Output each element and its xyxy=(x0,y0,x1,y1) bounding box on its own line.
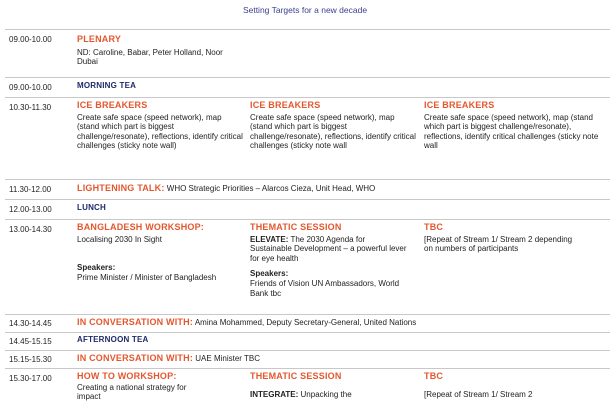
col-heading: THEMATIC SESSION xyxy=(250,371,342,381)
col-heading: THEMATIC SESSION xyxy=(250,222,342,232)
col-lead: ELEVATE: xyxy=(250,234,289,244)
row-text: ND: Caroline, Babar, Peter Holland, Noor Dubai xyxy=(77,47,223,67)
agenda-row-conversation-2 xyxy=(5,350,610,368)
row-text: WHO Strategic Priorities – Alarcos Cieza, Unit Head, WHO xyxy=(166,184,376,193)
row-time: 13.00-14.30 xyxy=(9,225,52,234)
row-heading: AFTERNOON TEA xyxy=(77,335,149,344)
row-time: 12.00-13.00 xyxy=(9,205,52,214)
col-text: [Repeat of Stream 1/ Stream 2 xyxy=(424,389,533,399)
how-to-col-3 xyxy=(424,372,604,399)
lightening-talk-line xyxy=(77,183,375,193)
col-text: The 2030 Agenda for Sustainable Development – a powerful lever for eye health xyxy=(250,234,407,263)
row-heading: IN CONVERSATION WITH: xyxy=(77,353,194,363)
row-text: Amina Mohammed, Deputy Secretary-General, United Nations xyxy=(194,318,417,327)
agenda-row-afternoon-tea xyxy=(5,332,610,350)
agenda-row-morning-tea xyxy=(5,77,610,97)
col-heading: ICE BREAKERS xyxy=(424,100,495,110)
col-heading: ICE BREAKERS xyxy=(250,100,321,110)
col-text: [Repeat of Stream 1/ Stream 2 depending on numbers of participants xyxy=(424,234,573,254)
row-heading: LUNCH xyxy=(77,203,106,212)
col-heading: HOW TO WORKSHOP: xyxy=(77,371,177,381)
col-text: Creating a national strategy for impact xyxy=(77,382,187,402)
col-text: Unpacking the xyxy=(300,389,352,399)
col-heading: BANGLADESH WORKSHOP: xyxy=(77,222,204,232)
row-heading: MORNING TEA xyxy=(77,81,137,90)
row-text: UAE Minister TBC xyxy=(195,354,261,363)
ice-breakers-col-2 xyxy=(250,101,418,151)
row-time: 11.30-12.00 xyxy=(9,185,52,194)
ice-breakers-col-1 xyxy=(77,101,245,151)
speakers-text: Prime Minister / Minister of Bangladesh xyxy=(77,272,217,282)
col-body xyxy=(250,235,408,264)
row-time: 14.45-15.15 xyxy=(9,337,52,346)
plenary-cell xyxy=(77,35,237,67)
row-time: 09.00-10.00 xyxy=(9,35,52,44)
row-heading: IN CONVERSATION WITH: xyxy=(77,317,194,327)
spacer xyxy=(77,244,245,263)
conversation-1-line xyxy=(77,317,416,327)
row-time: 10.30-11.30 xyxy=(9,103,52,112)
row-heading: PLENARY xyxy=(77,34,122,44)
col-text: Create safe space (speed network), map (stand which part is biggest challenge/resonate), reflections, identify critical challenges (sticky note wall) xyxy=(77,112,243,151)
row-time: 15.30-17.00 xyxy=(9,374,52,383)
row-time: 09.00-10.00 xyxy=(9,83,52,92)
speakers-label: Speakers: xyxy=(250,269,289,279)
agenda-row-lightening-talk xyxy=(5,179,610,199)
speakers-label: Speakers: xyxy=(77,263,116,273)
agenda-row-workshop xyxy=(5,219,610,314)
agenda-row-conversation-1 xyxy=(5,314,610,332)
how-to-col-1 xyxy=(77,372,207,402)
conversation-2-line xyxy=(77,353,260,363)
col-heading: TBC xyxy=(424,371,444,381)
page-subtitle: Setting Targets for a new decade xyxy=(242,5,368,15)
agenda-row-how-to-workshop xyxy=(5,368,610,401)
col-heading: ICE BREAKERS xyxy=(77,100,148,110)
speakers-text: Friends of Vision UN Ambassadors, World Bank tbc xyxy=(250,278,400,298)
ice-breakers-col-3 xyxy=(424,101,599,151)
workshop-col-3 xyxy=(424,223,574,254)
col-text: Create safe space (speed network), map (stand which part is biggest challenge/resonate), reflections, identify critical challenges (sticky note wall xyxy=(424,112,599,151)
agenda-row-ice-breakers xyxy=(5,97,610,179)
workshop-col-1 xyxy=(77,223,245,282)
row-time: 14.30-14.45 xyxy=(9,319,52,328)
col-text: Create safe space (speed network), map (stand which part is biggest challenge/resonate), reflections, identify critical challenges (sticky note wall xyxy=(250,112,416,151)
row-time: 15.15-15.30 xyxy=(9,355,52,364)
col-body xyxy=(250,390,418,400)
agenda-row-lunch xyxy=(5,199,610,219)
agenda-row-plenary xyxy=(5,29,610,77)
how-to-col-2 xyxy=(250,372,418,399)
workshop-col-2 xyxy=(250,223,418,298)
col-text: Localising 2030 In Sight xyxy=(77,234,162,244)
row-heading: LIGHTENING TALK: xyxy=(77,183,165,193)
col-heading: TBC xyxy=(424,222,444,232)
col-lead: INTEGRATE: xyxy=(250,389,299,399)
